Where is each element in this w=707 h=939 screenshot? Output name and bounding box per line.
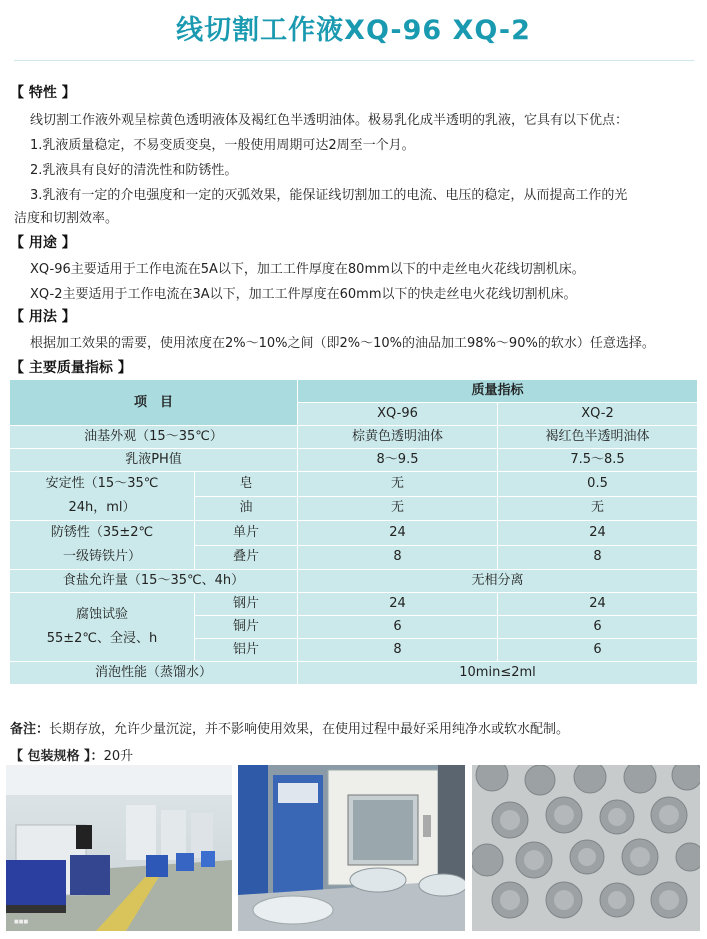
cell-stability-soap-a: 无 xyxy=(298,472,498,497)
stability-label-1: 安定性（15～35℃ xyxy=(45,476,159,491)
row-defoam-label: 消泡性能（蒸馏水） xyxy=(10,662,298,685)
cell-corrosion-steel-b: 24 xyxy=(498,593,698,616)
corrosion-label-2: 55±2℃、全浸、h xyxy=(46,631,158,646)
cell-stability-soap-b: 0.5 xyxy=(498,472,698,497)
note-text: 长期存放，允许少量沉淀，并不影响使用效果，在使用过程中最好采用纯净水或软水配制。 xyxy=(49,722,570,737)
usage-heading: 【 用途 】 xyxy=(10,235,76,251)
corrosion-label-1: 腐蚀试验 xyxy=(75,607,128,622)
cell-corrosion-steel-a: 24 xyxy=(298,593,498,616)
stability-sub-soap: 皂 xyxy=(195,472,298,497)
method-line-1: 根据加工效果的需要，使用浓度在2%～10%之间（即2%～10%的油品加工98%～90%的软水）任意选择。 xyxy=(30,336,655,351)
cell-salt-value: 无相分离 xyxy=(298,570,698,593)
packing-value: 20升 xyxy=(103,749,134,764)
svg-text:■■■: ■■■ xyxy=(14,919,29,925)
features-line-5: 洁度和切割效率。 xyxy=(14,211,119,226)
cell-stability-oil-b: 无 xyxy=(498,496,698,521)
cell-appearance-a: 棕黄色透明油体 xyxy=(298,426,498,449)
note xyxy=(10,718,569,737)
cell-defoam-value: 10min≤2ml xyxy=(298,662,698,685)
corrosion-sub-aluminum: 铝片 xyxy=(195,639,298,662)
cell-corrosion-copper-b: 6 xyxy=(498,616,698,639)
method-heading: 【 用法 】 xyxy=(10,309,76,325)
cell-corrosion-copper-a: 6 xyxy=(298,616,498,639)
cell-ph-b: 7.5～8.5 xyxy=(498,449,698,472)
features-line-1: 线切割工作液外观呈棕黄色透明液体及褐红色半透明油体。极易乳化成半透明的乳液，它具有以下优点： xyxy=(30,113,629,128)
cell-corrosion-aluminum-b: 6 xyxy=(498,639,698,662)
col-quality-header: 质量指标 xyxy=(298,380,698,403)
cell-rust-stacked-a: 8 xyxy=(298,545,498,570)
cell-corrosion-aluminum-a: 8 xyxy=(298,639,498,662)
rust-label-1: 防锈性（35±2℃ xyxy=(50,525,154,540)
cell-stability-oil-a: 无 xyxy=(298,496,498,521)
cell-rust-single-a: 24 xyxy=(298,521,498,546)
quality-table xyxy=(9,379,698,685)
col-item-header: 项 目 xyxy=(10,380,298,426)
row-appearance-label: 油基外观（15～35℃） xyxy=(10,426,298,449)
stability-sub-oil: 油 xyxy=(195,496,298,521)
cell-ph-a: 8～9.5 xyxy=(298,449,498,472)
quality-heading: 【 主要质量指标 】 xyxy=(10,360,132,376)
features-heading: 【 特性 】 xyxy=(10,85,76,101)
row-corrosion-label xyxy=(10,593,195,662)
corrosion-sub-copper: 铜片 xyxy=(195,616,298,639)
features-line-4: 3.乳液有一定的介电强度和一定的灭弧效果，能保证线切割加工的电流、电压的稳定，从而提高工作的光 xyxy=(30,188,628,203)
cell-appearance-b: 褐红色半透明油体 xyxy=(498,426,698,449)
metal-samples-photo xyxy=(472,765,700,931)
corrosion-sub-steel: 钢片 xyxy=(195,593,298,616)
title-divider xyxy=(14,60,694,61)
features-line-3: 2.乳液具有良好的清洗性和防锈性。 xyxy=(30,163,238,178)
cell-rust-single-b: 24 xyxy=(498,521,698,546)
usage-line-2: XQ-2主要适用于工作电流在3A以下，加工工件厚度在60mm以下的快走丝电火花线切割机床。 xyxy=(30,287,577,302)
rust-label-2: 一级铸铁片） xyxy=(62,549,141,564)
lab-equipment-photo xyxy=(238,765,465,931)
features-line-2: 1.乳液质量稳定，不易变质变臭，一般使用周期可达2周至一个月。 xyxy=(30,138,415,153)
row-ph-label: 乳液PH值 xyxy=(10,449,298,472)
workshop-photo xyxy=(6,765,232,931)
usage-line-1: XQ-96主要适用于工作电流在5A以下，加工工件厚度在80mm以下的中走丝电火花线切割机床。 xyxy=(30,262,585,277)
cell-rust-stacked-b: 8 xyxy=(498,545,698,570)
col-xq2-header: XQ-2 xyxy=(498,403,698,426)
col-xq96-header: XQ-96 xyxy=(298,403,498,426)
page-title: 线切割工作液XQ-96 XQ-2 xyxy=(176,15,531,46)
row-rust-label xyxy=(10,521,195,570)
packing-label: 【 包装规格 】： xyxy=(10,749,104,764)
note-label: 备注： xyxy=(10,722,50,737)
row-stability-label xyxy=(10,472,195,521)
rust-sub-single: 单片 xyxy=(195,521,298,546)
packing xyxy=(10,745,133,764)
stability-label-2: 24h，ml） xyxy=(68,500,136,515)
row-salt-label: 食盐允许量（15～35℃、4h） xyxy=(10,570,298,593)
rust-sub-stacked: 叠片 xyxy=(195,545,298,570)
